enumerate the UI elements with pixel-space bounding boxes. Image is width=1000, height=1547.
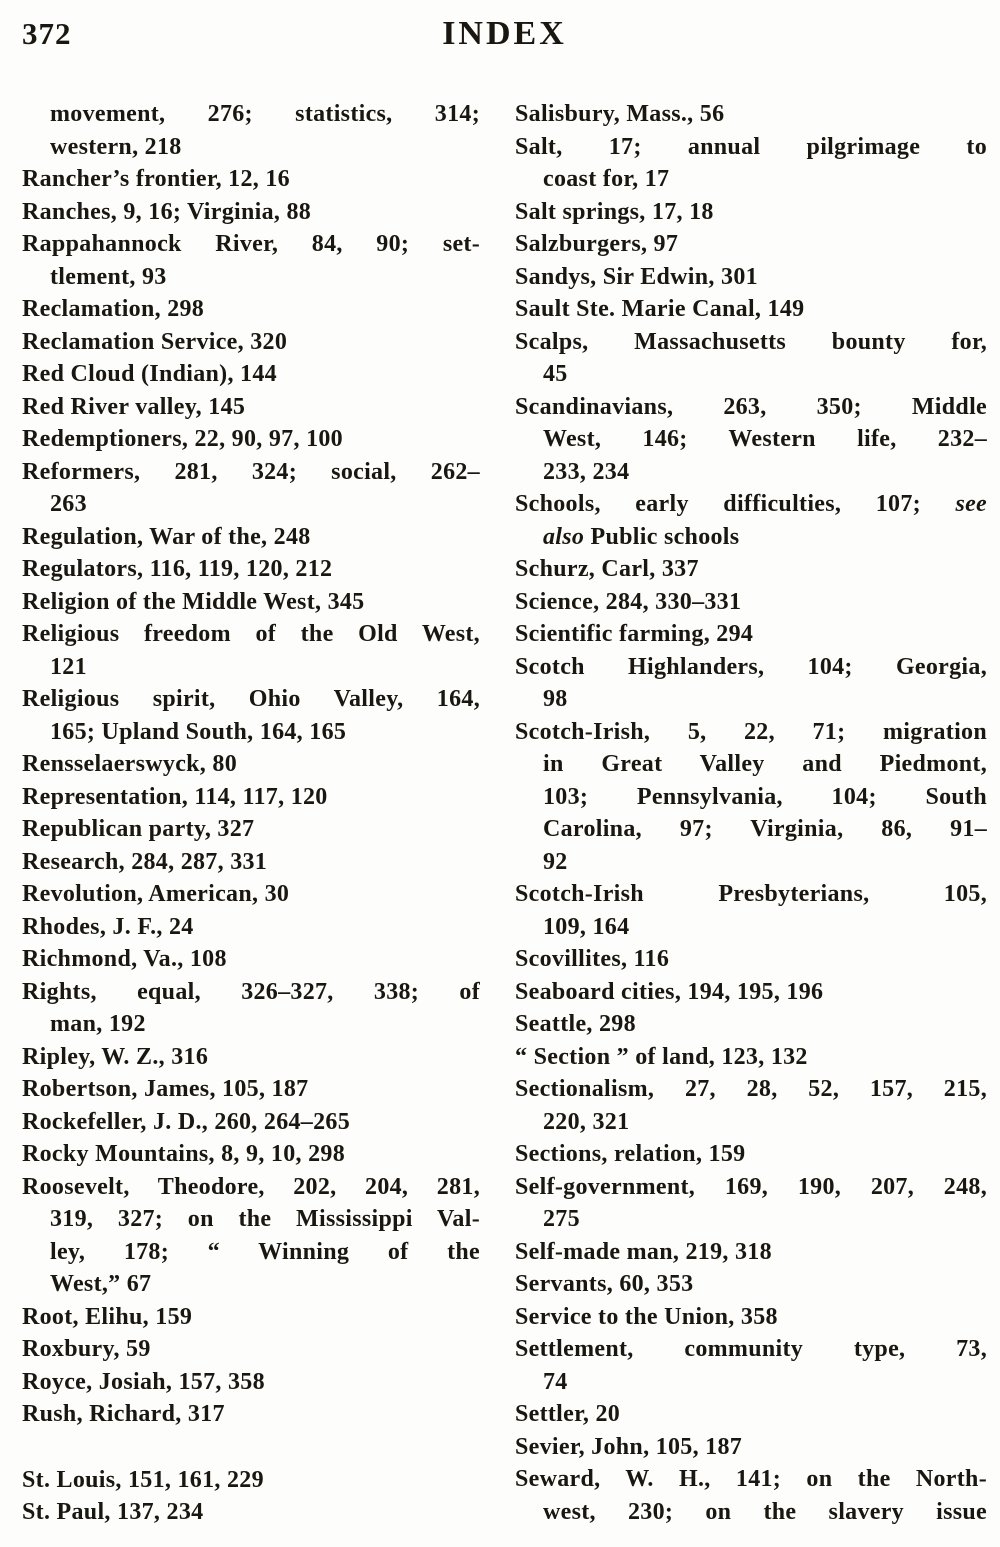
index-entry-line: Schools, early difficulties, 107; see bbox=[515, 491, 987, 517]
index-entry-line: Rush, Richard, 317 bbox=[22, 1401, 225, 1427]
index-entry bbox=[515, 1301, 987, 1334]
index-entry bbox=[22, 163, 480, 196]
index-entry-line: Roxbury, 59 bbox=[22, 1336, 151, 1362]
index-entry bbox=[515, 1236, 987, 1269]
index-entry bbox=[22, 813, 480, 846]
index-entry bbox=[515, 326, 987, 391]
index-entry bbox=[515, 1041, 987, 1074]
index-entry-line: Self-made man, 219, 318 bbox=[515, 1238, 772, 1265]
index-entry-line: Sevier, John, 105, 187 bbox=[515, 1433, 743, 1460]
index-entry-line: Scotch-Irish, 5, 22, 71; migration bbox=[515, 718, 987, 745]
index-entry-line: Seattle, 298 bbox=[515, 1011, 636, 1037]
index-entry bbox=[515, 1171, 987, 1236]
index-entry bbox=[22, 228, 480, 293]
index-entry-line: Redemptioners, 22, 90, 97, 100 bbox=[22, 426, 343, 452]
index-entry bbox=[515, 391, 987, 489]
index-entry bbox=[515, 976, 987, 1009]
index-entry-line: Robertson, James, 105, 187 bbox=[22, 1076, 309, 1102]
index-entry bbox=[515, 293, 987, 326]
index-entry bbox=[22, 553, 480, 586]
index-entry-line: Republican party, 327 bbox=[22, 816, 255, 842]
index-entry bbox=[22, 618, 480, 683]
index-entry bbox=[515, 196, 987, 229]
index-entry-line: Ranches, 9, 16; Virginia, 88 bbox=[22, 198, 312, 225]
index-entry bbox=[515, 1138, 987, 1171]
index-entry-line: Regulators, 116, 119, 120, 212 bbox=[22, 556, 333, 582]
index-entry-line: Salt springs, 17, 18 bbox=[515, 198, 714, 225]
index-entry-line: Salt, 17; annual pilgrimage to bbox=[515, 133, 987, 160]
index-entry bbox=[515, 488, 987, 553]
index-entry-line: Salzburgers, 97 bbox=[515, 231, 679, 257]
index-entry-line: 233, 234 bbox=[543, 458, 630, 485]
index-entry bbox=[22, 911, 480, 944]
index-entry bbox=[515, 878, 987, 943]
index-entry-line: Scientific farming, 294 bbox=[515, 621, 754, 647]
index-entry-line: 74 bbox=[543, 1368, 568, 1395]
index-entry bbox=[22, 521, 480, 554]
index-entry bbox=[515, 228, 987, 261]
index-entry bbox=[22, 1464, 480, 1497]
page-number: 372 bbox=[22, 16, 72, 51]
index-entry-line: Sandys, Sir Edwin, 301 bbox=[515, 263, 758, 290]
index-entry-line: Scotch Highlanders, 104; Georgia, bbox=[515, 653, 987, 680]
index-entry bbox=[22, 358, 480, 391]
index-body bbox=[22, 98, 987, 1529]
index-entry-line: 121 bbox=[50, 653, 87, 680]
index-entry bbox=[22, 943, 480, 976]
index-entry bbox=[515, 1398, 987, 1431]
index-entry-line: 109, 164 bbox=[543, 913, 630, 940]
index-entry-line: Scalps, Massachusetts bounty for, bbox=[515, 328, 987, 355]
index-entry-line: 220, 321 bbox=[543, 1108, 630, 1135]
index-entry-line: Religion of the Middle West, 345 bbox=[22, 588, 365, 615]
index-entry-line: Seward, W. H., 141; on the North- bbox=[515, 1466, 987, 1492]
page-title: INDEX bbox=[442, 15, 567, 52]
index-column-left bbox=[22, 98, 480, 1529]
index-entry bbox=[22, 586, 480, 619]
index-entry-line: Science, 284, 330–331 bbox=[515, 588, 742, 615]
index-entry-line: ley, 178; “ Winning of the bbox=[50, 1238, 480, 1265]
index-entry bbox=[22, 1333, 480, 1366]
index-entry-line: 103; Pennsylvania, 104; South bbox=[543, 783, 987, 810]
index-entry bbox=[22, 1496, 480, 1529]
index-entry bbox=[515, 98, 987, 131]
index-entry bbox=[22, 98, 480, 163]
index-entry-line: Reformers, 281, 324; social, 262– bbox=[22, 458, 480, 485]
index-entry-line: West, 146; Western life, 232– bbox=[543, 426, 987, 452]
index-entry-line: Settler, 20 bbox=[515, 1401, 621, 1427]
index-entry bbox=[22, 1366, 480, 1399]
index-entry-line: Schurz, Carl, 337 bbox=[515, 556, 699, 582]
index-entry bbox=[515, 1268, 987, 1301]
index-entry-line: Salisbury, Mass., 56 bbox=[515, 101, 725, 127]
index-entry bbox=[22, 846, 480, 879]
index-entry-line: Sections, relation, 159 bbox=[515, 1141, 746, 1167]
index-entry-line: Royce, Josiah, 157, 358 bbox=[22, 1368, 265, 1395]
index-entry bbox=[515, 1008, 987, 1041]
index-entry bbox=[22, 878, 480, 911]
index-entry-line: St. Paul, 137, 234 bbox=[22, 1499, 204, 1525]
index-entry bbox=[22, 1073, 480, 1106]
index-entry-line: Religious freedom of the Old West, bbox=[22, 621, 480, 647]
index-entry-line: Sault Ste. Marie Canal, 149 bbox=[515, 296, 805, 322]
index-entry bbox=[515, 943, 987, 976]
index-entry-line: west, 230; on the slavery issue bbox=[543, 1498, 987, 1525]
index-entry bbox=[22, 1138, 480, 1171]
index-entry-line: Roosevelt, Theodore, 202, 204, 281, bbox=[22, 1173, 480, 1200]
index-entry-line: tlement, 93 bbox=[50, 263, 167, 290]
index-entry-line: Service to the Union, 358 bbox=[515, 1303, 778, 1330]
index-entry-line: 92 bbox=[543, 848, 568, 875]
index-entry-line: Scotch-Irish Presbyterians, 105, bbox=[515, 881, 987, 907]
index-entry-line: Rhodes, J. F., 24 bbox=[22, 913, 194, 940]
index-entry bbox=[22, 391, 480, 424]
index-entry-line: coast for, 17 bbox=[543, 166, 670, 192]
index-entry bbox=[515, 553, 987, 586]
index-entry bbox=[22, 326, 480, 359]
index-entry-line: Reclamation, 298 bbox=[22, 296, 205, 322]
index-entry-line: Richmond, Va., 108 bbox=[22, 946, 227, 972]
index-entry bbox=[22, 748, 480, 781]
index-entry-line: Rights, equal, 326–327, 338; of bbox=[22, 978, 480, 1005]
index-entry bbox=[22, 683, 480, 748]
index-entry-line: western, 218 bbox=[50, 133, 182, 160]
index-column-right bbox=[515, 98, 987, 1529]
index-entry bbox=[515, 1463, 987, 1528]
index-entry-line: 263 bbox=[50, 491, 87, 517]
index-entry bbox=[22, 781, 480, 814]
index-entry-line: Representation, 114, 117, 120 bbox=[22, 783, 328, 810]
index-entry bbox=[515, 586, 987, 619]
index-entry-line: 275 bbox=[543, 1206, 580, 1232]
index-entry-line: Root, Elihu, 159 bbox=[22, 1303, 193, 1330]
index-entry bbox=[515, 261, 987, 294]
index-entry-line: Scandinavians, 263, 350; Middle bbox=[515, 393, 987, 420]
index-entry-line: Sectionalism, 27, 28, 52, 157, 215, bbox=[515, 1076, 987, 1102]
index-entry bbox=[22, 196, 480, 229]
index-entry bbox=[515, 1073, 987, 1138]
index-entry-line: Reclamation Service, 320 bbox=[22, 328, 288, 355]
index-entry-line: also Public schools bbox=[543, 523, 740, 550]
index-entry bbox=[515, 1431, 987, 1464]
index-entry bbox=[22, 456, 480, 521]
index-entry-line: St. Louis, 151, 161, 229 bbox=[22, 1466, 264, 1493]
index-entry-line: Rappahannock River, 84, 90; set- bbox=[22, 231, 480, 257]
index-entry bbox=[515, 716, 987, 879]
index-entry bbox=[515, 618, 987, 651]
index-entry-line: West,” 67 bbox=[50, 1271, 152, 1297]
index-entry-line: man, 192 bbox=[50, 1011, 146, 1037]
index-entry bbox=[515, 131, 987, 196]
index-entry-line: Religious spirit, Ohio Valley, 164, bbox=[22, 686, 480, 712]
index-entry-line: 98 bbox=[543, 686, 568, 712]
index-entry-line: in Great Valley and Piedmont, bbox=[543, 751, 987, 777]
index-entry-line: Rockefeller, J. D., 260, 264–265 bbox=[22, 1108, 350, 1135]
index-entry-line: Scovillites, 116 bbox=[515, 946, 670, 972]
index-entry-line: Carolina, 97; Virginia, 86, 91– bbox=[543, 816, 987, 842]
index-entry-line: Revolution, American, 30 bbox=[22, 881, 290, 907]
index-entry bbox=[22, 293, 480, 326]
index-entry-line: Servants, 60, 353 bbox=[515, 1271, 694, 1297]
index-entry-line: Ripley, W. Z., 316 bbox=[22, 1043, 209, 1070]
index-entry-line: Research, 284, 287, 331 bbox=[22, 848, 268, 875]
index-entry-line: 45 bbox=[543, 361, 568, 387]
index-entry-line: 319, 327; on the Mississippi Val- bbox=[50, 1206, 480, 1232]
index-entry bbox=[515, 651, 987, 716]
index-entry bbox=[22, 1171, 480, 1301]
index-entry-line: Red Cloud (Indian), 144 bbox=[22, 361, 277, 387]
index-entry-line: 165; Upland South, 164, 165 bbox=[50, 718, 347, 745]
index-entry-line: movement, 276; statistics, 314; bbox=[50, 101, 480, 127]
index-entry bbox=[515, 1333, 987, 1398]
index-entry-line: Rocky Mountains, 8, 9, 10, 298 bbox=[22, 1141, 346, 1167]
index-entry-line: Settlement, community type, 73, bbox=[515, 1336, 987, 1362]
page-header bbox=[22, 12, 987, 56]
index-entry bbox=[22, 976, 480, 1041]
index-entry-line: “ Section ” of land, 123, 132 bbox=[515, 1043, 808, 1070]
index-entry bbox=[22, 1106, 480, 1139]
index-entry-line: Regulation, War of the, 248 bbox=[22, 523, 311, 550]
index-entry bbox=[22, 1398, 480, 1431]
index-entry bbox=[22, 423, 480, 456]
index-entry-line: Seaboard cities, 194, 195, 196 bbox=[515, 978, 824, 1005]
index-entry bbox=[22, 1041, 480, 1074]
index-entry-line: Rensselaerswyck, 80 bbox=[22, 751, 238, 777]
index-entry-line: Rancher’s frontier, 12, 16 bbox=[22, 166, 290, 192]
index-entry-line: Red River valley, 145 bbox=[22, 393, 246, 420]
index-entry-line: Self-government, 169, 190, 207, 248, bbox=[515, 1173, 987, 1200]
index-entry bbox=[22, 1301, 480, 1334]
